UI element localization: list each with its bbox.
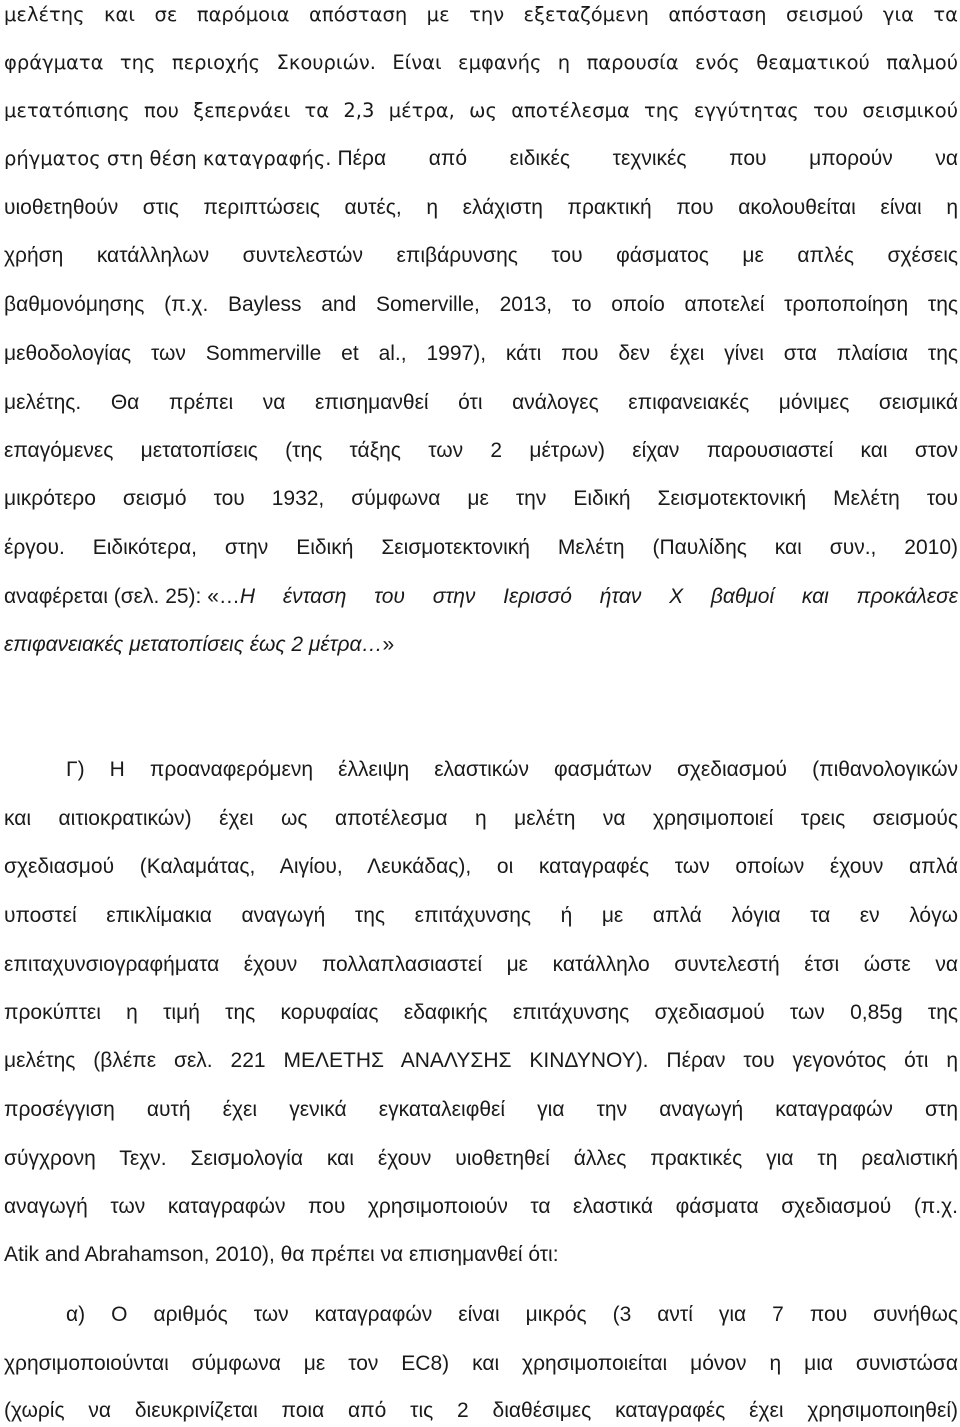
text-line: προκύπτει η τιμή της κορυφαίας εδαφικής επιτάχυνσης σχεδιασμού των 0,85g της (4, 1001, 958, 1024)
text-line: μικρότερο σεισμό του 1932, σύμφωνα με την Ειδική Σεισμοτεκτονική Μελέτη του (4, 487, 958, 510)
text-line (4, 582, 958, 612)
text-segment: αναφέρεται (σελ. 25): «… (4, 585, 240, 608)
text-line: (χωρίς να διευκρινίζεται ποια από τις 2 διαθέσιμες καταγραφές έχει χρησιμοποιηθεί) (4, 1399, 958, 1422)
text-line: μελέτης. Θα πρέπει να επισημανθεί ότι ανάλογες επιφανειακές μόνιμες σεισμικά (4, 391, 958, 414)
text-segment: » (382, 633, 395, 656)
text-segment: ρήγματος στη θέση καταγραφής. (4, 147, 332, 170)
text-line: χρησιμοποιούνται σύμφωνα με τον EC8) και χρησιμοποιείται μόνον η μια συνιστώσα (4, 1352, 958, 1375)
text-line: βαθμονόμησης (π.χ. Bayless and Somerville, 2013, το οποίο αποτελεί τροποποίηση της (4, 293, 958, 316)
text-line: σύγχρονη Τεχν. Σεισμολογία και έχουν υιοθετηθεί άλλες πρακτικές για τη ρεαλιστική (4, 1147, 958, 1170)
text-line: επαγόμενες μετατοπίσεις (της τάξης των 2 μέτρων) είχαν παρουσιαστεί και στον (4, 439, 958, 462)
text-line: χρήση κατάλληλων συντελεστών επιβάρυνσης του φάσματος με απλές σχέσεις (4, 244, 958, 267)
text-line: και αιτιοκρατικών) έχει ως αποτέλεσμα η μελέτη να χρησιμοποιεί τρεις σεισμούς (4, 807, 958, 830)
text-line: Atik and Abrahamson, 2010), θα πρέπει να επισημανθεί ότι: (4, 1243, 559, 1266)
text-line: προσέγγιση αυτή έχει γενικά εγκαταλειφθεί για την αναγωγή καταγραφών στη (4, 1098, 958, 1121)
text-line (4, 144, 958, 174)
text-line: α) Ο αριθμός των καταγραφών είναι μικρός (3 αντί για 7 που συνήθως (66, 1303, 958, 1326)
text-line: Γ) Η προαναφερόμενη έλλειψη ελαστικών φασμάτων σχεδιασμού (πιθανολογικών (66, 758, 958, 781)
text-line: μελέτης (βλέπε σελ. 221 ΜΕΛΕΤΗΣ ΑΝΑΛΥΣΗΣ ΚΙΝΔΥΝΟΥ). Πέραν του γεγονότος ότι η (4, 1049, 958, 1072)
text-line: υιοθετηθούν στις περιπτώσεις αυτές, η ελάχιστη πρακτική που ακολουθείται είναι η (4, 196, 958, 219)
text-line: μετατόπισης που ξεπερνάει τα 2,3 μέτρα, ως αποτέλεσμα της εγγύτητας του σεισμικού (4, 99, 958, 122)
text-line: σχεδιασμού (Καλαμάτας, Αιγίου, Λευκάδας), οι καταγραφές των οποίων έχουν απλά (4, 855, 958, 878)
text-line: μελέτης και σε παρόμοια απόσταση με την εξεταζόμενη απόσταση σεισμού για τα (4, 3, 958, 26)
text-line (4, 630, 958, 660)
text-segment: Πέρα από ειδικές τεχνικές που μπορούν να (337, 147, 958, 170)
quote-segment: Η ένταση του στην Ιερισσό ήταν Χ βαθμοί και προκάλεσε (239, 585, 958, 608)
quote-segment: επιφανειακές μετατοπίσεις έως 2 μέτρα… (4, 633, 383, 656)
text-line: μεθοδολογίας των Sommerville et al., 1997), κάτι που δεν έχει γίνει στα πλαίσια της (4, 342, 958, 365)
text-line: έργου. Ειδικότερα, στην Ειδική Σεισμοτεκτονική Μελέτη (Παυλίδης και συν., 2010) (4, 536, 958, 559)
text-line: φράγματα της περιοχής Σκουριών. Είναι εμφανής η παρουσία ενός θεαματικού παλμού (4, 51, 958, 74)
text-line: αναγωγή των καταγραφών που χρησιμοποιούν τα ελαστικά φάσματα σχεδιασμού (π.χ. (4, 1195, 958, 1218)
text-line: επιταχυνσιογραφήματα έχουν πολλαπλασιαστεί με κατάλληλο συντελεστή έτσι ώστε να (4, 953, 958, 976)
text-line: υποστεί επικλίμακια αναγωγή της επιτάχυνσης ή με απλά λόγια τα εν λόγω (4, 904, 958, 927)
